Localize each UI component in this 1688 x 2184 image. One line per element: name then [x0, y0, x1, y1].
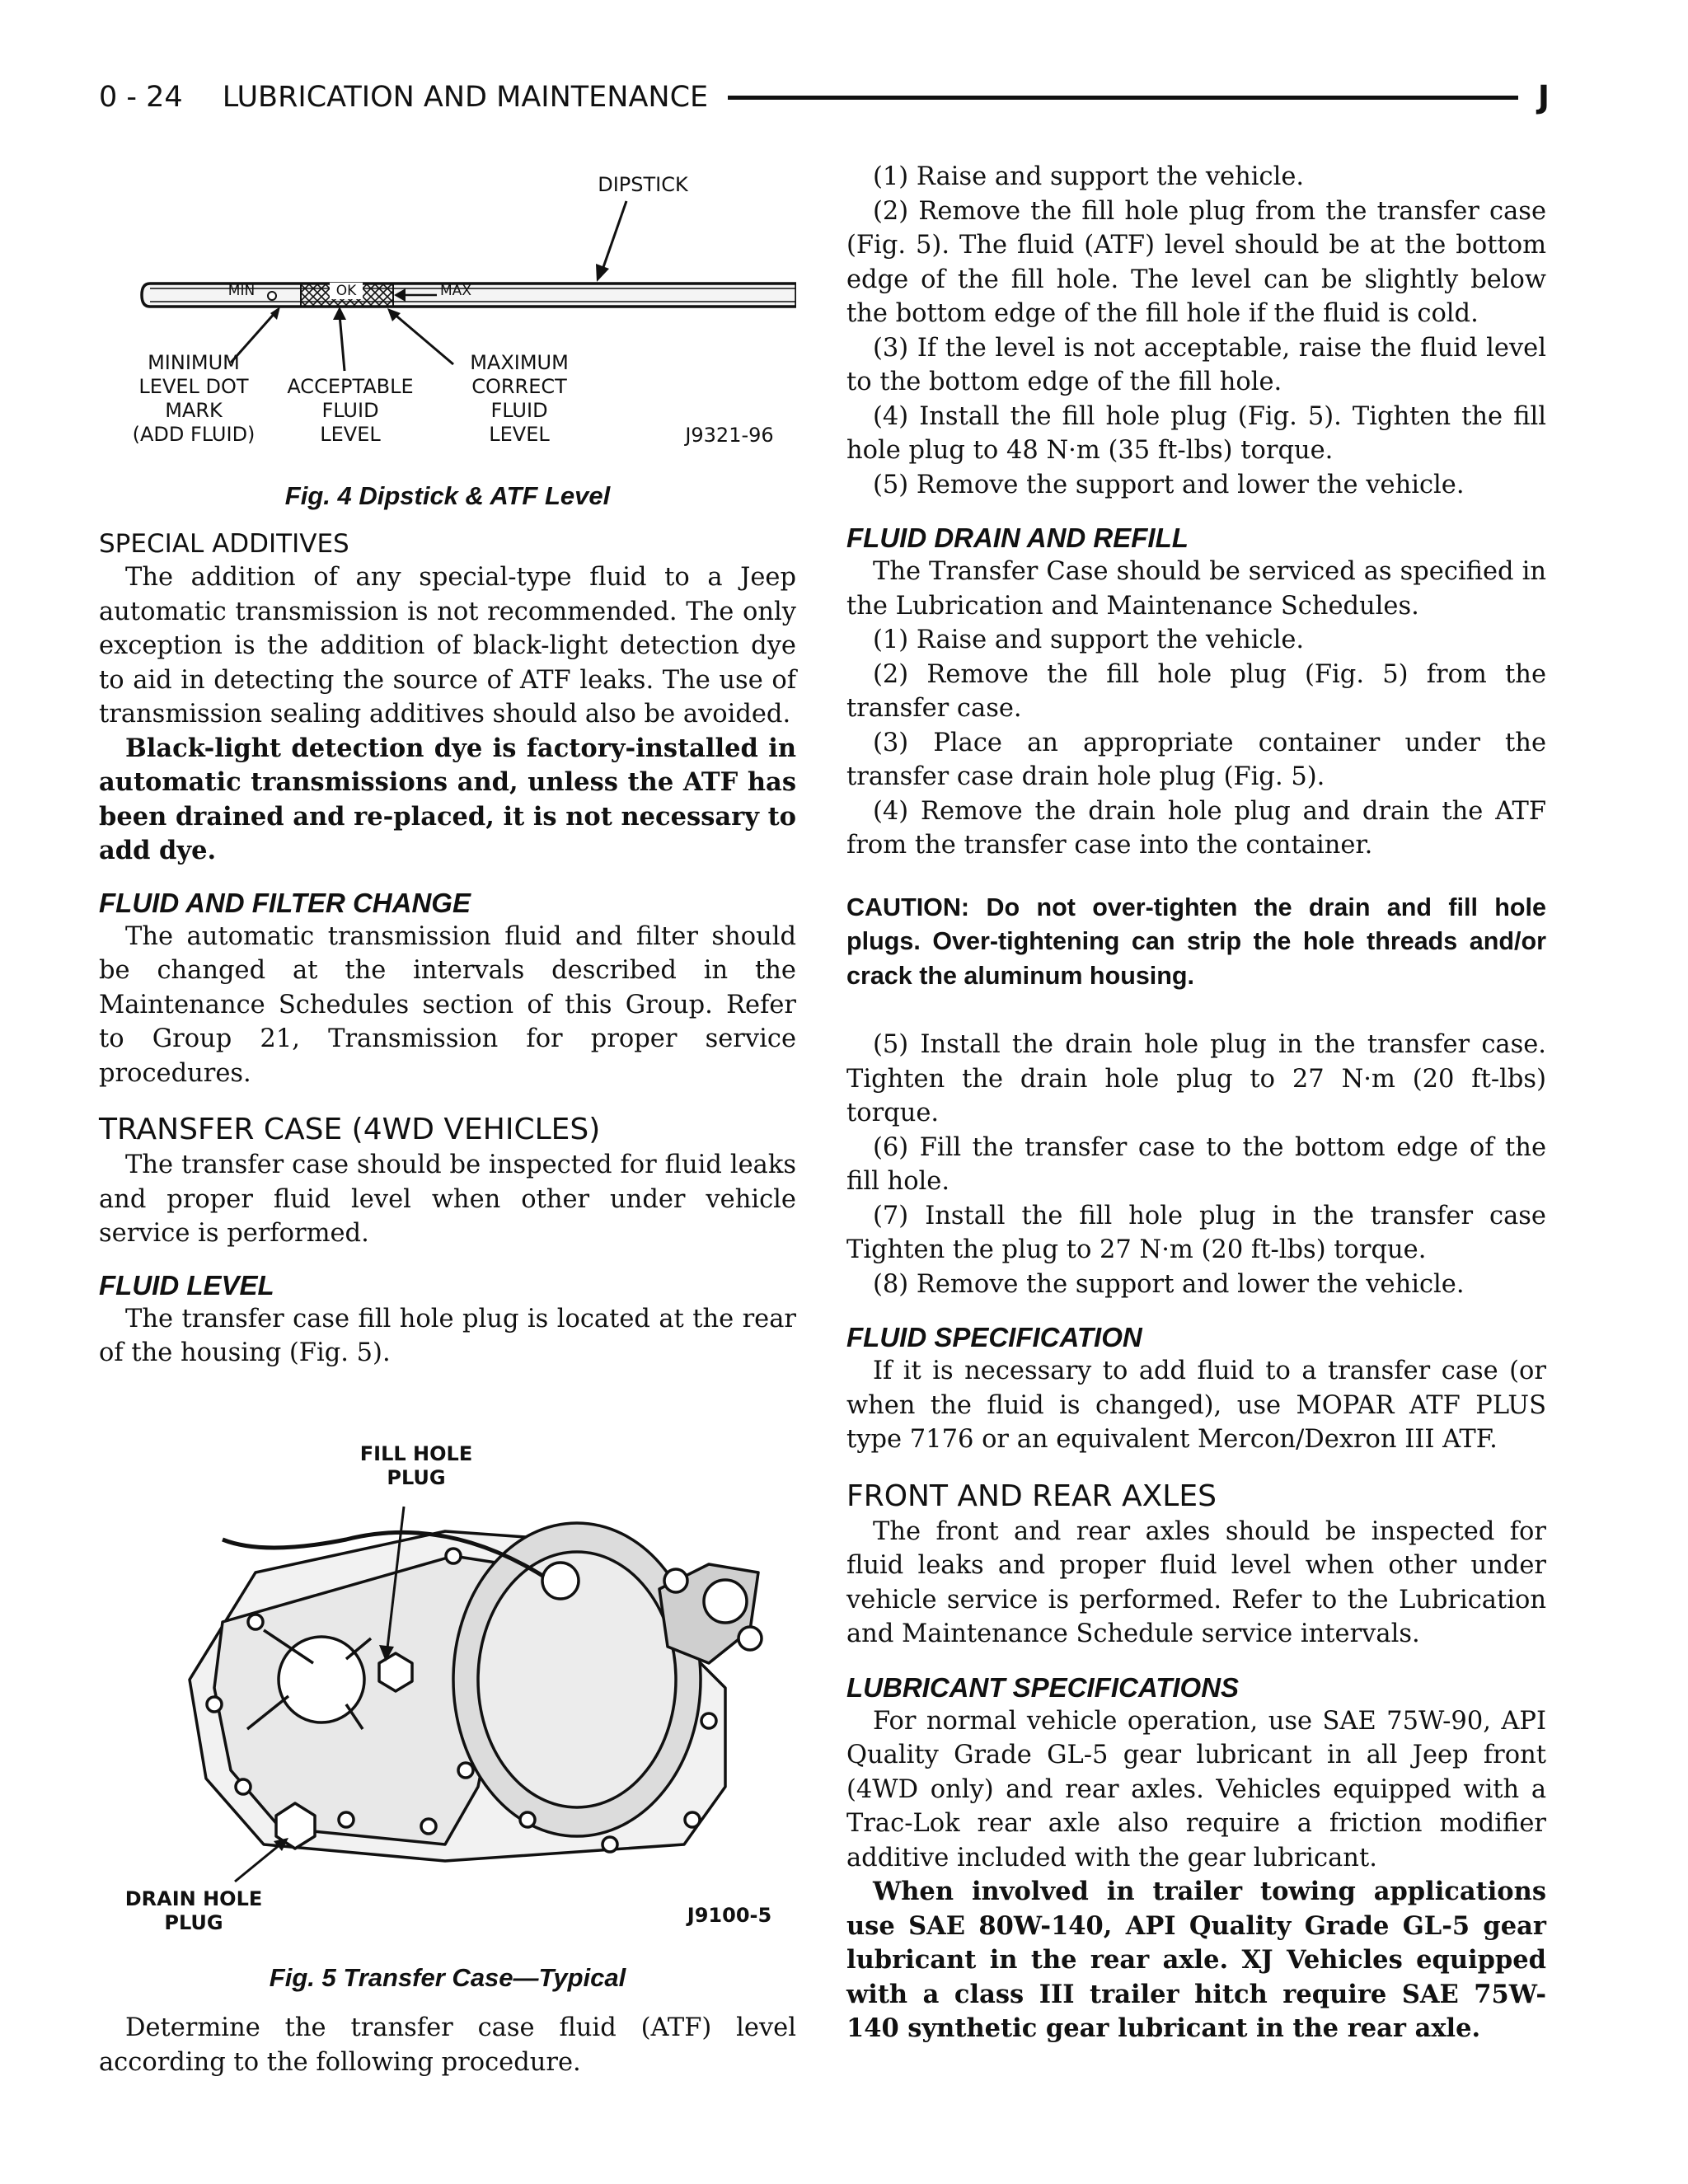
special-additives-heading: SPECIAL ADDITIVES — [99, 529, 349, 559]
drain-step-7: (7) Install the fill hole plug in the transfer case Tighten the plug to 27 N·m (20 ft-lbs) torque. — [846, 1201, 1546, 1264]
max-level-label: MAXIMUM CORRECT FLUID LEVEL — [470, 351, 569, 446]
axles-heading: FRONT AND REAR AXLES — [846, 1479, 1217, 1513]
level-step-3: (3) If the level is not acceptable, raise the fluid level to the bottom edge of the fill hole. — [846, 333, 1546, 396]
determine-level-paragraph: Determine the transfer case fluid (ATF) level according to the following procedure. — [99, 2013, 796, 2077]
section-mark: J — [1537, 79, 1550, 115]
special-additives-warning: Black-light detection dye is factory-installed in automatic transmissions and, unless the ATF has been drained and re-placed, it is not necessary to add dye. — [99, 733, 796, 865]
fluid-spec-paragraph: If it is necessary to add fluid to a transfer case (or when the fluid is changed), use MOPAR ATF PLUS type 7176 or an equivalent Mercon/Dexron III ATF. — [846, 1357, 1546, 1454]
level-step-4: (4) Install the fill hole plug (Fig. 5). Tighten the fill hole plug to 48 N·m (35 ft-lbs) torque. — [846, 401, 1546, 465]
page-number: 0 - 24 — [99, 81, 183, 114]
left-text-flow — [99, 527, 796, 1371]
drain-refill-intro: The Transfer Case should be serviced as specified in the Lubrication and Maintenance Schedules. — [846, 557, 1546, 621]
fluid-spec-heading: FLUID SPECIFICATION — [846, 1322, 1142, 1352]
header-rule — [728, 96, 1518, 100]
section-title: LUBRICATION AND MAINTENANCE — [222, 81, 709, 114]
drain-step-3: (3) Place an appropriate container under the transfer case drain hole plug (Fig. 5). — [846, 728, 1546, 791]
drain-hole-plug-label: DRAIN HOLE PLUG — [124, 1887, 263, 1934]
axles-paragraph: The front and rear axles should be inspected for fluid leaks and proper fluid level when other under vehicle service is performed. Refer to the Lubrication and Maintenance Schedule service intervals. — [846, 1516, 1546, 1648]
lubricant-towing-paragraph: When involved in trailer towing applications use SAE 80W-140, API Quality Grade GL-5 gear lubricant in the rear axle. XJ Vehicles equipped with a class III trailer hitch require SAE 75W-140 synthetic gear lubricant in the rear axle. — [846, 1877, 1546, 2043]
fig5-code: J9100-5 — [687, 1904, 772, 1927]
transfer-case-illustration — [99, 1432, 796, 1927]
fluid-filter-paragraph: The automatic transmission fluid and filter should be changed at the intervals described in the Maintenance Schedules section of this Group. Refer to Group 21, Transmission for proper service procedures. — [99, 921, 796, 1088]
gauge-ok-label: OK — [330, 283, 363, 299]
transfer-case-heading: TRANSFER CASE (4WD VEHICLES) — [99, 1113, 601, 1146]
acceptable-level-label: ACCEPTABLE FLUID LEVEL — [287, 375, 414, 446]
gauge-min-label: MIN — [227, 283, 256, 299]
fluid-level-heading: FLUID LEVEL — [99, 1269, 274, 1301]
level-step-2: (2) Remove the fill hole plug from the transfer case (Fig. 5). The fluid (ATF) level should be at the bottom edge of the fill hole. The level can be slightly below the bottom edge of the fill hole if the fluid is cold. — [846, 196, 1546, 328]
drain-step-2: (2) Remove the fill hole plug (Fig. 5) from the transfer case. — [846, 659, 1546, 723]
fig5-caption: Fig. 5 Transfer Case—Typical — [269, 1963, 626, 1992]
dipstick-callout: DIPSTICK — [598, 173, 688, 196]
min-level-label: MINIMUM LEVEL DOT MARK (ADD FLUID) — [132, 351, 256, 446]
right-column — [846, 160, 1546, 2046]
level-step-1: (1) Raise and support the vehicle. — [873, 162, 1305, 191]
lubricant-spec-paragraph: For normal vehicle operation, use SAE 75W-90, API Quality Grade GL-5 gear lubricant in all Jeep front (4WD only) and rear axles. Vehicles equipped with a Trac-Lok rear axle also require a friction modifier additive included with the gear lubricant. — [846, 1706, 1546, 1872]
level-procedure — [846, 160, 1546, 502]
drain-step-4: (4) Remove the drain hole plug and drain the ATF from the transfer case into the container. — [846, 796, 1546, 860]
gauge-max-label: MAX — [440, 283, 471, 299]
special-additives-paragraph: The addition of any special-type fluid to a Jeep automatic transmission is not recommended. The only exception is the addition of black-light detection dye to aid in detecting the source of ATF leaks. The use of transmission sealing additives should also be avoided. — [99, 563, 796, 729]
lubricant-spec-heading: LUBRICANT SPECIFICATIONS — [846, 1671, 1240, 1703]
caution-note: CAUTION: Do not over-tighten the drain and fill hole plugs. Over-tightening can strip the hole threads and/or crack the aluminum housing. — [846, 893, 1546, 990]
transfer-case-paragraph: The transfer case should be inspected for fluid leaks and proper fluid level when other under vehicle service is performed. — [99, 1151, 796, 1248]
figure-transfer-case — [99, 1432, 796, 2001]
drain-step-5: (5) Install the drain hole plug in the transfer case. Tighten the drain hole plug to 27 N·m (20 ft-lbs) torque. — [846, 1030, 1546, 1127]
drain-step-8: (8) Remove the support and lower the vehicle. — [873, 1269, 1465, 1299]
fig4-caption: Fig. 4 Dipstick & ATF Level — [284, 481, 611, 510]
fluid-level-paragraph: The transfer case fill hole plug is located at the rear of the housing (Fig. 5). — [99, 1304, 796, 1367]
fluid-filter-heading: FLUID AND FILTER CHANGE — [99, 887, 471, 918]
left-closing — [99, 2011, 796, 2079]
drain-step-6: (6) Fill the transfer case to the bottom edge of the fill hole. — [846, 1132, 1546, 1196]
fig4-code: J9321-96 — [685, 424, 774, 447]
fill-hole-plug-label: FILL HOLE PLUG — [359, 1442, 473, 1489]
figure-dipstick — [99, 165, 796, 519]
refill-steps — [846, 1028, 1546, 1301]
drain-step-1: (1) Raise and support the vehicle. — [873, 626, 1305, 654]
drain-refill-heading: FLUID DRAIN AND REFILL — [846, 523, 1189, 553]
page-header — [99, 81, 1550, 114]
level-step-5: (5) Remove the support and lower the vehicle. — [873, 470, 1465, 499]
